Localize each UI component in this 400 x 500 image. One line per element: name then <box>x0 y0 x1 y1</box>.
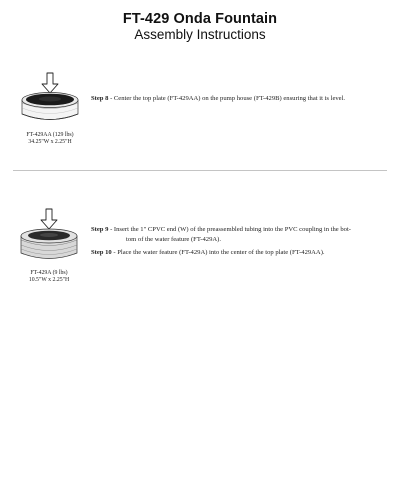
caption-dimensions: 34.25"W x 2.25"H <box>28 139 72 146</box>
figure-caption-ft429aa <box>10 132 90 146</box>
figure-caption-ft429a <box>9 270 89 284</box>
step-text: - Place the water feature (FT-429A) into the center of the top plate (FT-429AA). <box>113 249 325 256</box>
caption-dimensions: 10.5"W x 2.25"H <box>28 277 70 284</box>
step-text: - Center the top plate (FT-429AA) on the pump house (FT-429B) ensuring that it is level. <box>110 95 346 102</box>
step-label: Step 8 <box>91 95 109 102</box>
caption-weight: FT-429AA (129 lbs) <box>26 132 74 138</box>
top-plate-illustration <box>18 70 82 128</box>
down-arrow-icon <box>41 209 57 229</box>
step-text: - Insert the 1" CPVC end (W) of the preassembled tubing into the PVC coupling in the bot- <box>110 226 352 233</box>
down-arrow-icon <box>42 73 58 93</box>
page-subtitle: Assembly Instructions <box>134 27 266 42</box>
page-title: FT-429 Onda Fountain <box>122 11 278 27</box>
water-feature-illustration <box>16 207 82 265</box>
water-feature-drawing <box>21 229 77 259</box>
step-8 <box>91 94 391 104</box>
top-plate-drawing <box>22 93 78 120</box>
step-text-continued: tom of the water feature (FT-429A). <box>126 235 221 243</box>
section-divider <box>13 170 387 171</box>
step-label: Step 9 <box>91 226 109 233</box>
step-9 <box>91 225 391 244</box>
caption-weight: FT-429A (9 lbs) <box>30 270 68 276</box>
step-10 <box>91 248 391 258</box>
step-label: Step 10 <box>91 249 112 256</box>
